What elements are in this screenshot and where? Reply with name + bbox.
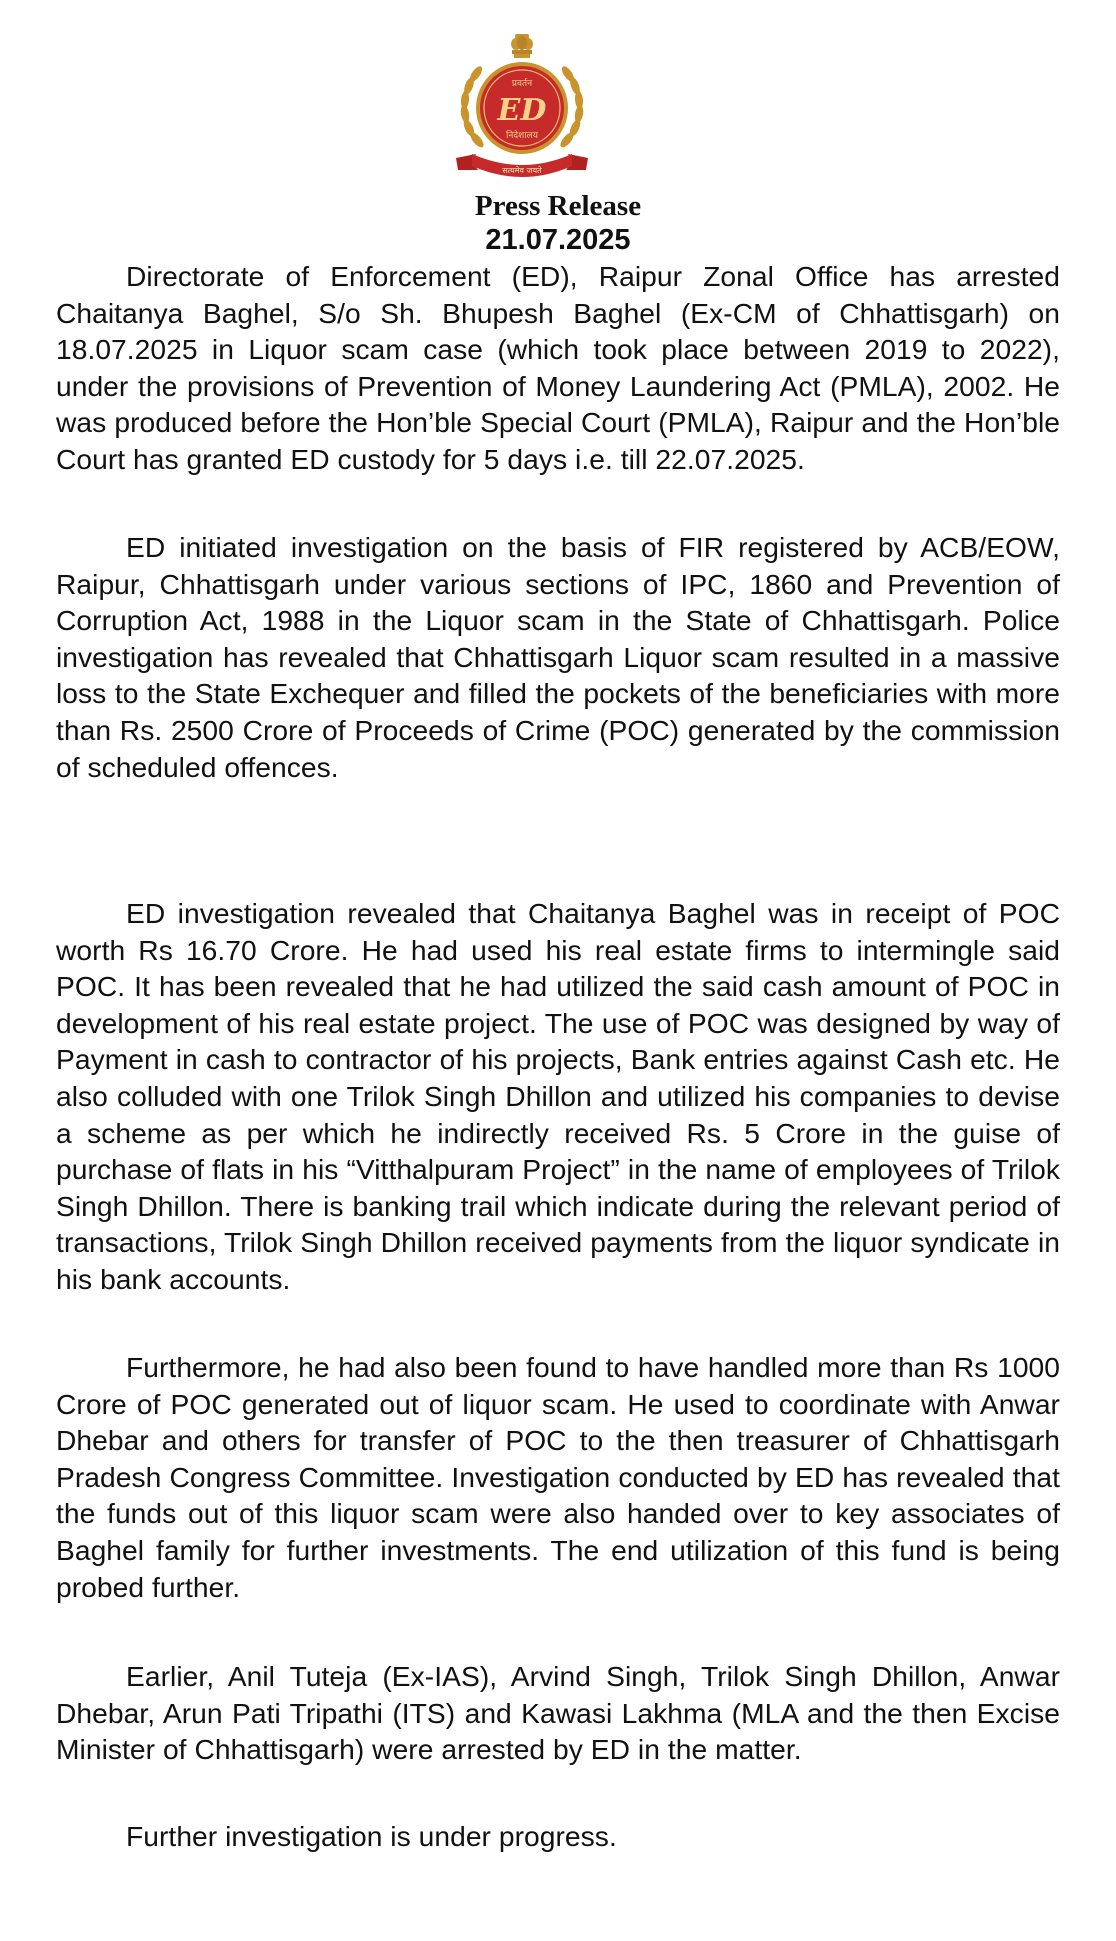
press-release-title: Press Release bbox=[474, 190, 642, 222]
paragraph-arrest-announcement: Directorate of Enforcement (ED), Raipur Zonal Office has arrested Chaitanya Baghel, S/o Sh. Bhupesh Baghel (Ex-CM of Chhattisgarh) on 18.07.2025 in Liquor scam case (which took place between 2019 to 2022), under the provisions of Prevention of Money Laundering Act (PMLA), 2002. He was produced before the Hon’ble Special Court (PMLA), Raipur and the Hon’ble Court has granted ED custody for 5 days i.e. till 22.07.2025. bbox=[56, 260, 1060, 475]
paragraph-ed-findings: ED investigation revealed that Chaitanya Baghel was in receipt of POC worth Rs 16.70 Crore. He had used his real estate firms to intermingle said POC. It has been revealed that he had utilized the said cash amount of POC in development of his real estate project. The use of POC was designed by way of Payment in cash to contractor of his projects, Bank entries against Cash etc. He also colluded with one Trilok Singh Dhillon and utilized his companies to devise a scheme as per which he indirectly received Rs. 5 Crore in the guise of purchase of flats in his “Vitthalpuram Project” in the name of employees of Trilok Singh Dhillon. There is banking trail which indicate during the relevant period of transactions, Trilok Singh Dhillon received payments from the liquor syndicate in his bank accounts. bbox=[56, 897, 1060, 1295]
emblem-bottom-script: निदेशालय bbox=[506, 131, 538, 141]
emblem-letters: ED bbox=[497, 93, 547, 128]
paragraph-earlier-arrests: Earlier, Anil Tuteja (Ex-IAS), Arvind Singh, Trilok Singh Dhillon, Anwar Dhebar, Arun Pati Tripathi (ITS) and Kawasi Lakhma (MLA and the then Excise Minister of Chhattisgarh) were arrested by ED in the matter. bbox=[56, 1660, 1060, 1766]
lion-capital-icon bbox=[511, 34, 533, 58]
emblem-top-script: प्रवर्तन bbox=[511, 79, 533, 89]
ribbon-icon bbox=[456, 154, 588, 177]
paragraph-further-findings: Furthermore, he had also been found to have handled more than Rs 1000 Crore of POC generated out of liquor scam. He used to coordinate with Anwar Dhebar and others for transfer of POC to the then treasurer of Chhattisgarh Pradesh Congress Committee. Investigation conducted by ED has revealed that the funds out of this liquor scam were also handed over to key associates of Baghel family for further investments. The end utilization of this fund is being probed further. bbox=[56, 1351, 1060, 1603]
paragraph-closing-note: Further investigation is under progress. bbox=[126, 1820, 617, 1852]
ribbon-motto: सत्यमेव जयते bbox=[502, 166, 542, 175]
enforcement-directorate-emblem-icon bbox=[442, 30, 602, 188]
press-release-date: 21.07.2025 bbox=[485, 224, 631, 256]
paragraph-investigation-basis: ED initiated investigation on the basis of FIR registered by ACB/EOW, Raipur, Chhattisgarh under various sections of IPC, 1860 and Prevention of Corruption Act, 1988 in the Liquor scam in the State of Chhattisgarh. Police investigation has revealed that Chhattisgarh Liquor scam resulted in a massive loss to the State Exchequer and filled the pockets of the beneficiaries with more than Rs. 2500 Crore of Proceeds of Crime (POC) generated by the commission of scheduled offences. bbox=[56, 531, 1060, 783]
